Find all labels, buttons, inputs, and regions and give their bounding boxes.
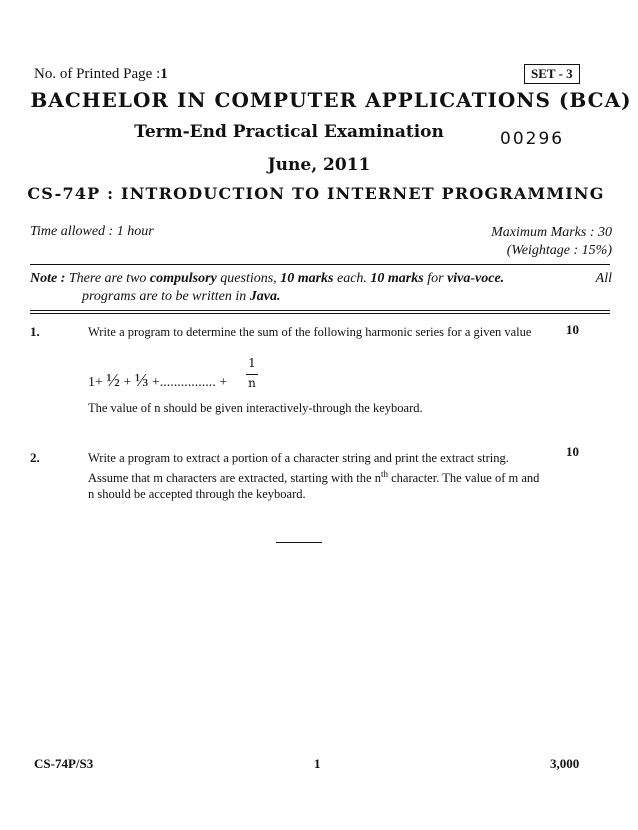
series-third: ⅓ [134,370,149,390]
note-bold: 10 marks [370,271,424,286]
question-2-number: 2. [30,450,40,465]
question-2-line-3: n should be accepted through the keyboard. [88,487,306,502]
question-1-text: Write a program to determine the sum of the following harmonic series for a given value [88,325,532,339]
set-badge: SET - 3 [524,64,580,84]
note-bold: Java. [249,289,281,304]
printed-pages-value: 1 [160,66,168,82]
course-title: CS-74P : INTRODUCTION TO INTERNET PROGRAMMING [27,184,605,203]
paper-code: 00296 [500,129,565,149]
note-bold: viva-voce. [447,271,505,286]
series-half: ½ [106,370,120,390]
fraction-numerator: 1 [248,356,256,370]
time-allowed: Time allowed : 1 hour [30,224,154,239]
exam-date: June, 2011 [267,155,371,175]
note-bold: 10 marks [280,271,334,286]
footer-copies: 3,000 [550,756,580,771]
fraction-bar [246,374,258,375]
question-2-line-2 [88,466,558,486]
note-label: Note : [30,271,66,286]
question-2-line-1: Write a program to extract a portion of a character string and print the extract string. [88,451,509,465]
divider-double-b [30,313,610,314]
note-text: All [595,271,612,286]
note-text: for [427,271,444,286]
question-2-marks: 10 [566,444,579,459]
weightage: (Weightage : 15%) [506,243,612,258]
marks-info [491,224,612,260]
question-2-text [88,450,558,502]
footer-page: 1 [314,756,321,771]
note-text: questions, [220,271,277,286]
fraction-denominator: n [248,376,256,390]
exam-title: Term-End Practical Examination [134,122,444,142]
divider-top [30,264,610,265]
harmonic-series [88,370,227,391]
series-plus: + [219,375,228,390]
printed-pages [34,66,168,83]
end-rule [276,542,322,543]
series-plus: + [123,375,132,390]
note-line-1 [30,270,612,288]
programme-title: BACHELOR IN COMPUTER APPLICATIONS (BCA) [30,88,632,112]
question-1-number: 1. [30,324,40,339]
note-line-2 [30,288,612,306]
question-1-followup: The value of n should be given interactively-through the keyboard. [88,401,423,415]
note-bold: compulsory [149,271,217,286]
printed-pages-label: No. of Printed Page : [34,66,161,82]
note-text: There are two [68,271,147,286]
divider-double-a [30,310,610,311]
series-dots: +................ [151,375,216,390]
footer-code: CS-74P/S3 [34,756,94,771]
maximum-marks: Maximum Marks : 30 [491,225,612,240]
question-1-marks: 10 [566,322,579,337]
series-start: 1+ [88,375,103,390]
exam-note [30,270,612,306]
question-2-text-part: character. The value of m and [387,471,540,486]
ordinal-suffix: th [380,469,388,479]
note-text: programs are to be written in [82,289,247,304]
question-2-text-part: Assume that m characters are extracted, starting with the n [88,471,381,486]
note-text: each. [336,271,367,286]
